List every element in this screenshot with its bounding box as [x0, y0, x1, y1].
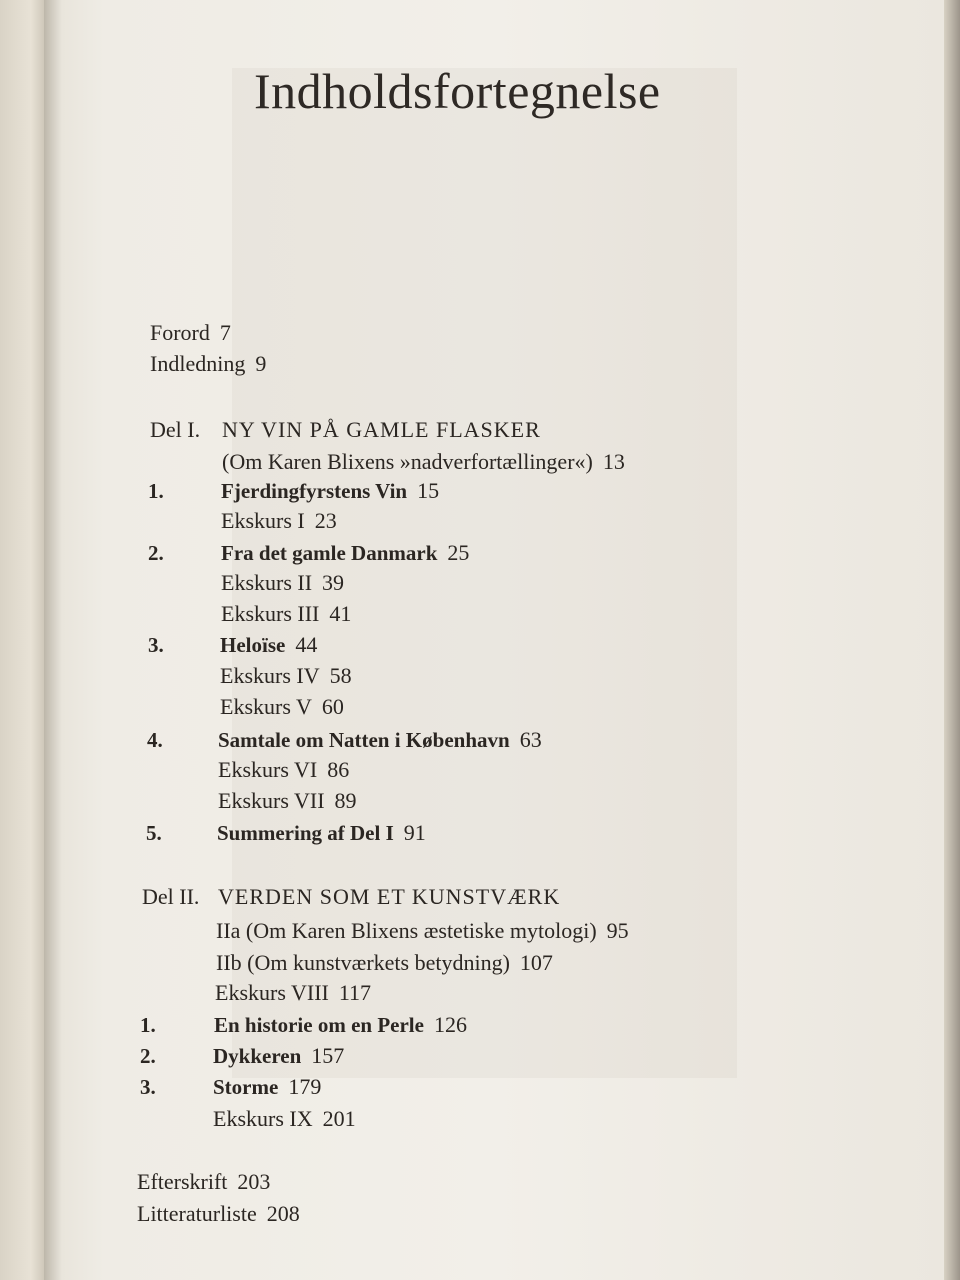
entry-page: 7 — [219, 320, 231, 345]
entry-page: 107 — [519, 950, 553, 975]
entry-label: Summering af Del I — [217, 821, 394, 845]
entry-label: Ekskurs VIII — [215, 980, 329, 1005]
toc-entry-chapter — [217, 820, 426, 846]
entry-label: Litteraturliste — [137, 1201, 257, 1226]
entry-page: 39 — [322, 570, 345, 595]
entry-page: 58 — [329, 663, 352, 688]
chapter-number: 3. — [140, 1075, 156, 1099]
entry-label: Ekskurs IV — [220, 663, 320, 688]
toc-entry-chapter — [221, 540, 469, 566]
entry-label: Fjerdingfyrstens Vin — [221, 479, 408, 503]
chapter-number: 5. — [146, 821, 162, 845]
book-page — [44, 0, 944, 1280]
toc-entry-ekskurs — [213, 1106, 356, 1132]
entry-label: Fra det gamle Danmark — [221, 541, 438, 565]
part-label: Del I. — [150, 417, 201, 442]
toc-entry-litteraturliste — [137, 1201, 300, 1227]
entry-page: 44 — [295, 632, 318, 657]
entry-page: 126 — [433, 1012, 467, 1037]
chapter-number: 1. — [140, 1013, 156, 1037]
facing-page-edge — [0, 0, 44, 1280]
entry-label: IIa (Om Karen Blixens æstetiske mytologi) — [216, 918, 597, 943]
entry-page: 157 — [311, 1043, 345, 1068]
entry-page: 86 — [327, 757, 350, 782]
entry-label: Forord — [150, 320, 210, 345]
toc-entry-chapter — [220, 632, 317, 658]
part-label: Del II. — [142, 884, 200, 909]
toc-entry-ekskurs — [215, 980, 371, 1006]
toc-entry-ekskurs — [218, 757, 349, 783]
toc-entry-ekskurs — [221, 601, 351, 627]
chapter-number: 3. — [148, 633, 164, 657]
entry-page: 63 — [519, 727, 542, 752]
entry-label: Ekskurs III — [221, 601, 320, 626]
entry-label: Ekskurs VII — [218, 788, 325, 813]
entry-page: 9 — [255, 351, 267, 376]
toc-entry-ekskurs — [220, 663, 352, 689]
entry-page: 91 — [403, 820, 426, 845]
part-heading: NY VIN PÅ GAMLE FLASKER — [222, 417, 541, 442]
entry-label: Efterskrift — [137, 1169, 228, 1194]
page-title: Indholdsfortegnelse — [254, 63, 661, 119]
entry-label: Ekskurs IX — [213, 1106, 313, 1131]
entry-page: 203 — [237, 1169, 271, 1194]
entry-page: 201 — [322, 1106, 356, 1131]
toc-entry-chapter — [213, 1074, 321, 1100]
part-subtitle — [216, 918, 629, 944]
chapter-number: 2. — [140, 1044, 156, 1068]
chapter-number: 4. — [147, 728, 163, 752]
part-subtitle — [222, 449, 625, 475]
entry-page: 23 — [314, 508, 337, 533]
entry-label: Storme — [213, 1075, 279, 1099]
entry-label: Samtale om Natten i København — [218, 728, 510, 752]
toc-entry-ekskurs — [221, 570, 344, 596]
toc-entry-chapter — [213, 1043, 344, 1069]
entry-label: Ekskurs V — [220, 694, 312, 719]
entry-label: Dykkeren — [213, 1044, 302, 1068]
toc-entry-efterskrift — [137, 1169, 270, 1195]
entry-page: 89 — [334, 788, 357, 813]
toc-entry-ekskurs — [218, 788, 357, 814]
toc-entry-indledning — [150, 351, 266, 377]
toc-entry-chapter — [218, 727, 542, 753]
chapter-number: 1. — [148, 479, 164, 503]
entry-label: En historie om en Perle — [214, 1013, 424, 1037]
page-edge-shadow — [944, 0, 960, 1280]
toc-entry-ekskurs — [221, 508, 337, 534]
part-heading: VERDEN SOM ET KUNSTVÆRK — [218, 884, 561, 909]
entry-label: Indledning — [150, 351, 246, 376]
entry-page: 60 — [321, 694, 344, 719]
entry-label: IIb (Om kunstværkets betydning) — [216, 950, 510, 975]
entry-label: Ekskurs I — [221, 508, 305, 533]
entry-page: 25 — [447, 540, 470, 565]
entry-label: Heloïse — [220, 633, 286, 657]
entry-page: 41 — [329, 601, 352, 626]
toc-entry-ekskurs — [220, 694, 344, 720]
toc-entry-forord — [150, 320, 231, 346]
entry-page: 208 — [266, 1201, 300, 1226]
toc-entry-chapter — [221, 478, 439, 504]
entry-page: 117 — [338, 980, 372, 1005]
entry-page: 179 — [288, 1074, 322, 1099]
entry-label: Ekskurs VI — [218, 757, 318, 782]
entry-label: (Om Karen Blixens »nadverfortællinger«) — [222, 449, 593, 474]
part-subtitle — [216, 950, 553, 976]
entry-page: 95 — [606, 918, 629, 943]
entry-page: 13 — [602, 449, 625, 474]
entry-page: 15 — [417, 478, 440, 503]
chapter-number: 2. — [148, 541, 164, 565]
toc-entry-chapter — [214, 1012, 467, 1038]
entry-label: Ekskurs II — [221, 570, 313, 595]
